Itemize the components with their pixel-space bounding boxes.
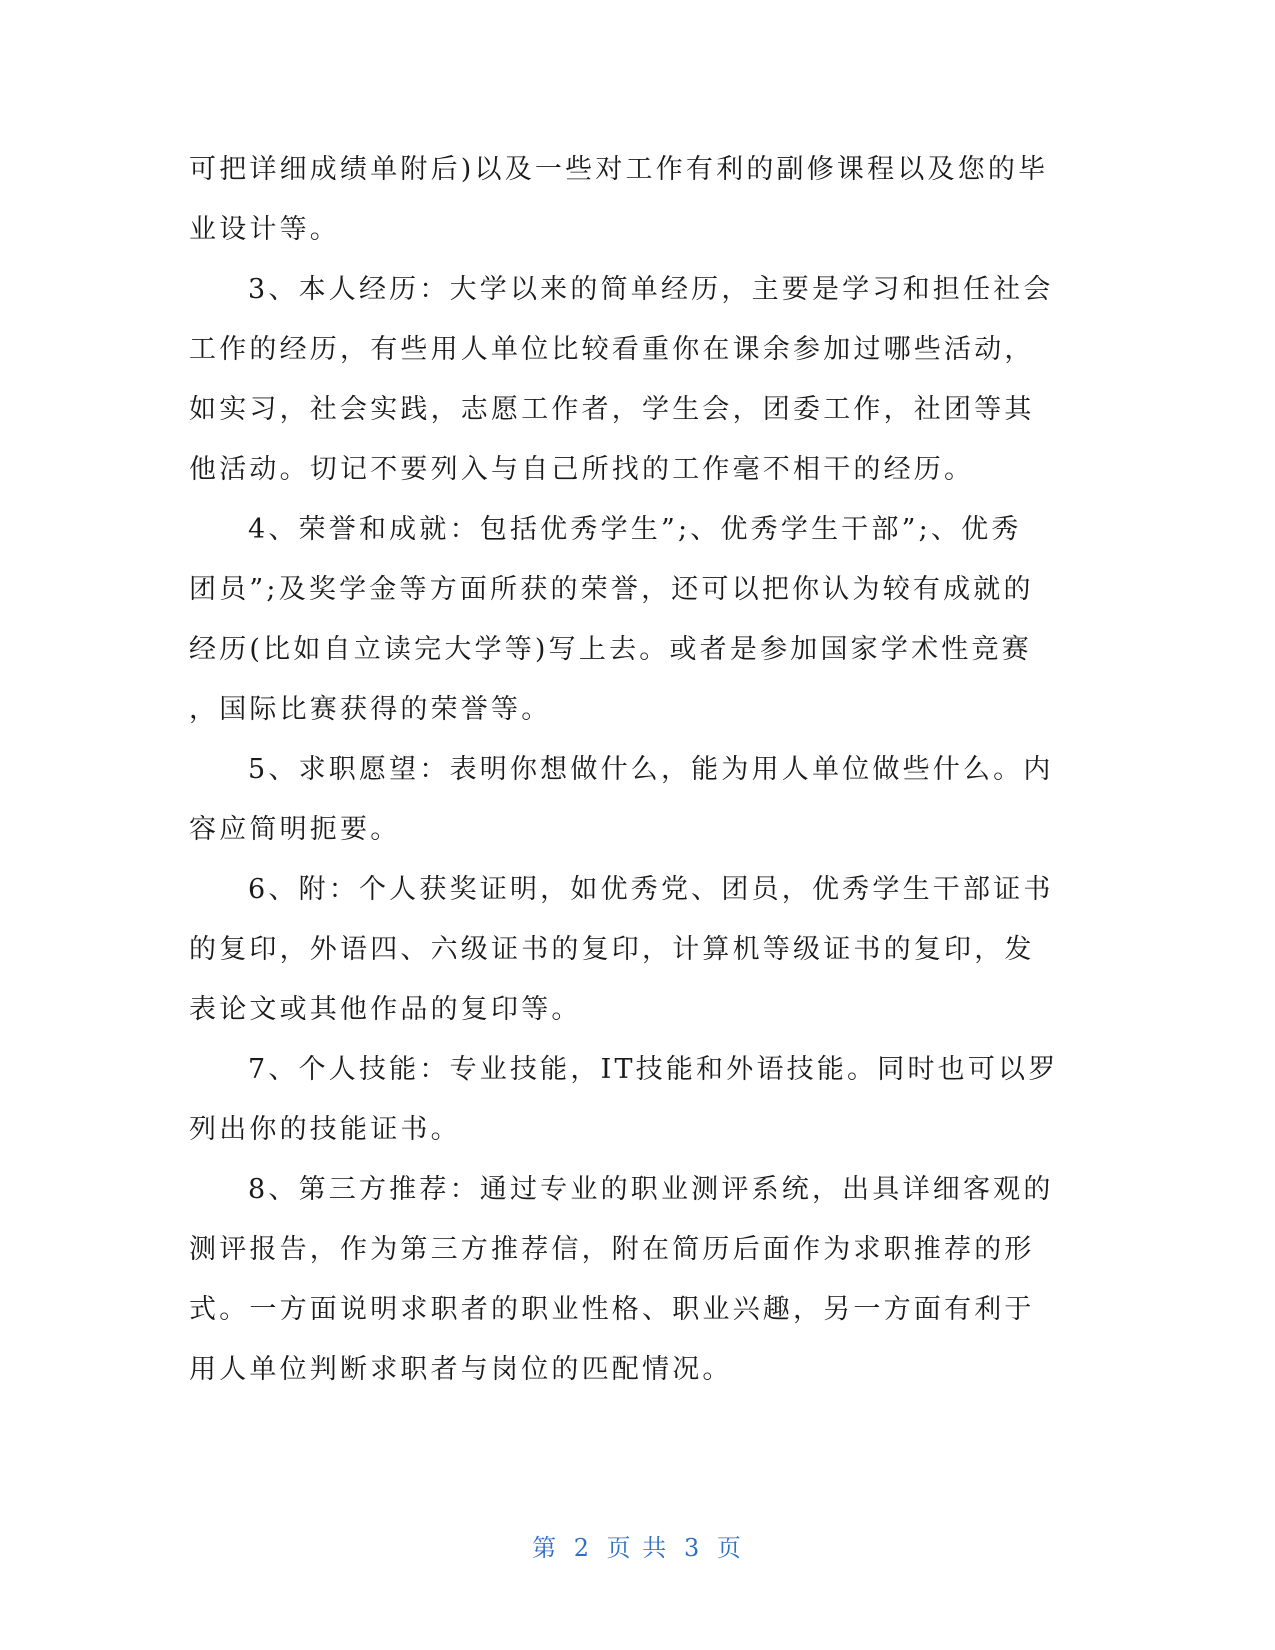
text-line: 7、个人技能：专业技能，IT技能和外语技能。同时也可以罗 [248,1054,1059,1085]
text-line: 列出你的技能证书。 [189,1114,461,1145]
text-line: 业设计等。 [189,214,340,245]
footer-middle: 页 共 [606,1534,669,1562]
document-body [189,140,1079,1400]
text-line: 表论文或其他作品的复印等。 [189,994,582,1025]
text-line: 3、本人经历：大学以来的简单经历，主要是学习和担任社会 [248,274,1054,305]
text-line: 经历(比如自立读完大学等)写上去。或者是参加国家学术性竞赛 [189,634,1032,665]
text-line: 式。一方面说明求职者的职业性格、职业兴趣，另一方面有利于 [189,1294,1035,1325]
text-line: 5、求职愿望：表明你想做什么，能为用人单位做些什么。内 [248,754,1054,785]
text-line: 容应简明扼要。 [189,814,401,845]
footer-suffix: 页 [716,1534,743,1562]
text-line: 测评报告，作为第三方推荐信，附在简历后面作为求职推荐的形 [189,1234,1035,1265]
text-line: 8、第三方推荐：通过专业的职业测评系统，出具详细客观的 [248,1174,1054,1205]
text-line: 可把详细成绩单附后)以及一些对工作有利的副修课程以及您的毕 [189,154,1049,185]
text-line: 用人单位判断求职者与岗位的匹配情况。 [189,1354,733,1385]
text-line: 团员”;及奖学金等方面所获的荣誉，还可以把你认为较有成就的 [189,574,1034,605]
text-line: 工作的经历，有些用人单位比较看重你在课余参加过哪些活动， [189,334,1035,365]
text-line: ，国际比赛获得的荣誉等。 [189,694,552,725]
footer-page-number: 2 [573,1534,592,1562]
text-line: 6、附：个人获奖证明，如优秀党、团员，优秀学生干部证书 [248,874,1054,905]
page-footer [0,1528,1275,1563]
text-line: 的复印，外语四、六级证书的复印，计算机等级证书的复印，发 [189,934,1035,965]
footer-total-pages: 3 [683,1534,702,1562]
footer-prefix: 第 [532,1534,559,1562]
text-line: 如实习，社会实践，志愿工作者，学生会，团委工作，社团等其 [189,394,1035,425]
text-line: 4、荣誉和成就：包括优秀学生”;、优秀学生干部”;、优秀 [248,514,1022,545]
text-line: 他活动。切记不要列入与自己所找的工作毫不相干的经历。 [189,454,975,485]
